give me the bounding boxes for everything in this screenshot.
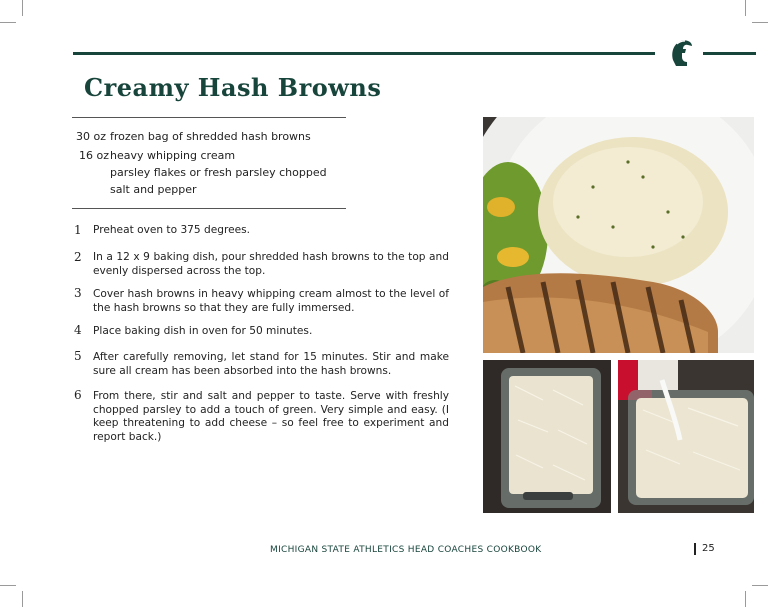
ingredient-name: parsley flakes or fresh parsley chopped (110, 166, 327, 179)
crop-mark (752, 585, 768, 586)
ingredient-item (110, 166, 327, 179)
crop-mark (0, 22, 16, 23)
crop-mark (752, 22, 768, 23)
ingredient-item (79, 149, 235, 162)
step-text: After carefully removing, let stand for 15 minutes. Stir and make sure all cream has been absorbed into the hash browns. (93, 351, 449, 377)
step-number: 4 (74, 323, 82, 337)
crop-mark (745, 591, 746, 607)
ingredient-qty: 30 oz (76, 130, 106, 143)
spartan-helmet-icon (668, 38, 694, 68)
step-number: 3 (74, 286, 82, 300)
title-divider (72, 117, 346, 118)
page-number: 25 (702, 543, 715, 554)
step-number: 6 (74, 388, 82, 402)
header-rule (73, 52, 655, 55)
plated-dish-photo (483, 117, 754, 353)
crop-mark (0, 585, 16, 586)
footer-book-title: MICHIGAN STATE ATHLETICS HEAD COACHES COOKBOOK (270, 545, 542, 555)
step-text: From there, stir and salt and pepper to taste. Serve with freshly chopped parsley to add a touch of green. Very simple and easy. (I keep threatening to add cheese – so feel free to experiment and report back.) (93, 390, 449, 443)
header-rule-right (703, 52, 756, 55)
ingredient-name: heavy whipping cream (110, 149, 236, 162)
step-text: Place baking dish in oven for 50 minutes. (93, 325, 313, 337)
baking-dish-photo (483, 360, 611, 513)
step-text: Cover hash browns in heavy whipping cream almost to the level of the hash browns so that they are fully immersed. (93, 288, 449, 314)
ingredient-name: salt and pepper (110, 183, 197, 196)
ingredient-name: frozen bag of shredded hash browns (110, 130, 311, 143)
ingredient-qty: 16 oz (79, 149, 109, 162)
ingredient-item (76, 130, 311, 143)
crop-mark (745, 0, 746, 16)
footer-divider (694, 543, 696, 555)
crop-mark (22, 591, 23, 607)
step-text: In a 12 x 9 baking dish, pour shredded hash browns to the top and evenly dispersed across the top. (93, 251, 449, 277)
pouring-cream-photo (618, 360, 754, 513)
ingredient-item (110, 183, 197, 196)
step-text: Preheat oven to 375 degrees. (93, 224, 251, 236)
step-number: 2 (74, 250, 82, 264)
crop-mark (22, 0, 23, 16)
recipe-title: Creamy Hash Browns (84, 73, 382, 102)
ingredients-divider (72, 208, 346, 209)
step-number: 1 (74, 223, 82, 237)
step-number: 5 (74, 349, 82, 363)
